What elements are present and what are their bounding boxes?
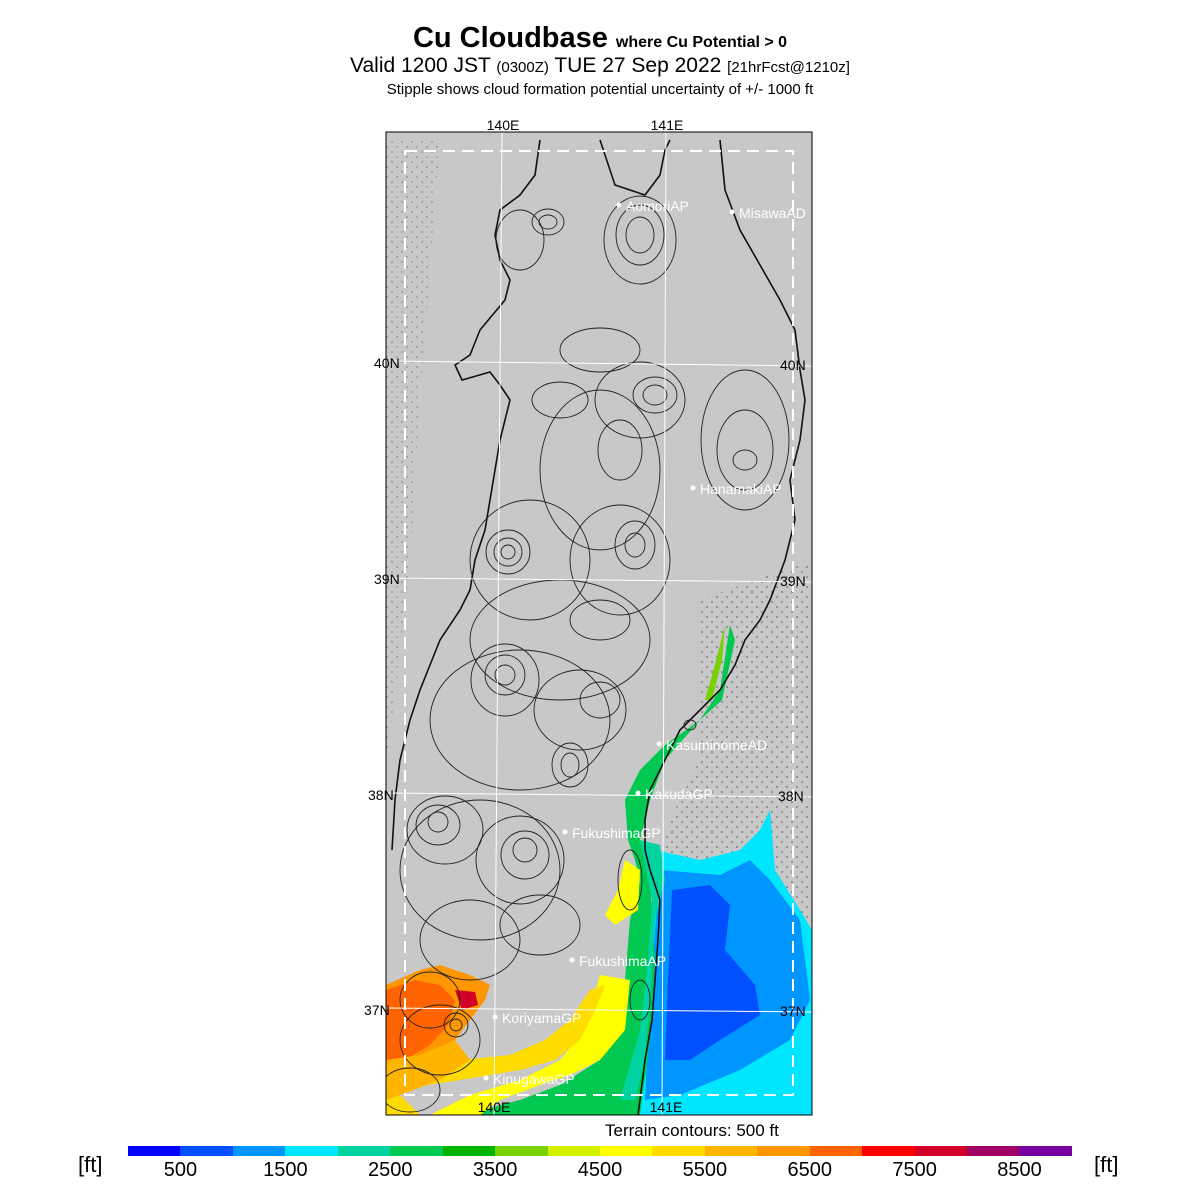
station-hanamakiap[interactable]	[691, 481, 782, 497]
colorbar-tick-label: 6500	[787, 1159, 833, 1181]
colorbar-unit-right: [ft]	[1094, 1152, 1119, 1177]
valid-zulu: (0300Z)	[496, 59, 549, 76]
valid-date: TUE 27 Sep 2022	[554, 54, 722, 77]
lon-label-top-141e: 141E	[650, 117, 684, 133]
colorbar-swatch	[390, 1146, 442, 1156]
lon-label-bottom-140e: 140E	[477, 1099, 511, 1115]
colorbar-swatch	[652, 1146, 704, 1156]
colorbar-labels	[128, 1159, 1072, 1183]
colorbar-swatch	[705, 1146, 757, 1156]
station-kinugawagp[interactable]	[484, 1071, 575, 1087]
lat-label-right-39n: 39N	[780, 573, 806, 589]
colorbar-tick-label: 5500	[682, 1159, 728, 1181]
station-kasuminomead[interactable]	[657, 737, 768, 753]
colorbar-tick-label: 1500	[263, 1159, 308, 1181]
forecast-info: [21hrFcst@1210z]	[727, 59, 850, 76]
lon-label-bottom-141e: 141E	[649, 1099, 683, 1115]
lat-label-right-37n: 37N	[780, 1003, 806, 1019]
colorbar-tick-label: 7500	[892, 1159, 937, 1181]
colorbar-swatch	[128, 1146, 180, 1156]
colorbar-swatch	[600, 1146, 652, 1156]
svg-text:FukushimaAP: FukushimaAP	[579, 953, 667, 969]
colorbar-swatch	[862, 1146, 914, 1156]
colorbar-swatch	[915, 1146, 967, 1156]
lat-label-right-38n: 38N	[778, 788, 804, 804]
colorbar	[128, 1146, 1072, 1156]
subtitle: Stipple shows cloud formation potential uncertainty of +/- 1000 ft	[386, 81, 814, 98]
colorbar-swatch	[967, 1146, 1019, 1156]
svg-text:AomoriAP: AomoriAP	[626, 198, 690, 214]
colorbar-swatch	[810, 1146, 862, 1156]
lat-label-right-40n: 40N	[780, 357, 806, 373]
colorbar-swatch	[1019, 1146, 1071, 1156]
colorbar-swatch	[443, 1146, 495, 1156]
colorbar-tick-label: 2500	[367, 1159, 413, 1181]
lat-label-left-39n: 39N	[374, 571, 400, 587]
title-main: Cu Cloudbase	[412, 22, 608, 54]
station-aomoriap[interactable]	[617, 198, 690, 214]
svg-text:FukushimaGP: FukushimaGP	[572, 825, 661, 841]
colorbar-swatch	[338, 1146, 390, 1156]
svg-text:KoriyamaGP: KoriyamaGP	[502, 1010, 582, 1026]
colorbar-swatch	[233, 1146, 285, 1156]
station-fukushimaap[interactable]	[570, 953, 667, 969]
colorbar-tick-label: 8500	[997, 1159, 1042, 1181]
valid-prefix: Valid 1200 JST	[350, 54, 491, 77]
svg-text:KinugawaGP: KinugawaGP	[493, 1071, 575, 1087]
lat-label-left-40n: 40N	[374, 355, 400, 371]
station-kakudagp[interactable]	[636, 786, 713, 802]
title-qualifier: where Cu Potential > 0	[615, 34, 788, 51]
svg-text:HanamakiAP: HanamakiAP	[700, 481, 782, 497]
svg-text:KasuminomeAD: KasuminomeAD	[666, 737, 768, 753]
colorbar-tick-label: 3500	[472, 1159, 518, 1181]
station-misawaad[interactable]	[730, 205, 806, 221]
colorbar-swatch	[757, 1146, 809, 1156]
lat-label-left-37n: 37N	[364, 1002, 390, 1018]
colorbar-swatch	[548, 1146, 600, 1156]
colorbar-swatch	[285, 1146, 337, 1156]
colorbar-unit-left: [ft]	[78, 1152, 103, 1177]
lat-label-left-38n: 38N	[368, 787, 394, 803]
lon-label-top-140e: 140E	[486, 117, 520, 133]
colorbar-swatch	[495, 1146, 547, 1156]
colorbar-tick-label: 4500	[577, 1159, 623, 1181]
svg-text:MisawaAD: MisawaAD	[739, 205, 806, 221]
svg-text:KakudaGP: KakudaGP	[645, 786, 713, 802]
station-koriyamagp[interactable]	[493, 1010, 582, 1026]
colorbar-swatch	[180, 1146, 232, 1156]
colorbar-tick-label: 500	[163, 1159, 198, 1181]
terrain-contour-note: Terrain contours: 500 ft	[605, 1121, 779, 1140]
station-fukushimagp[interactable]	[563, 825, 661, 841]
